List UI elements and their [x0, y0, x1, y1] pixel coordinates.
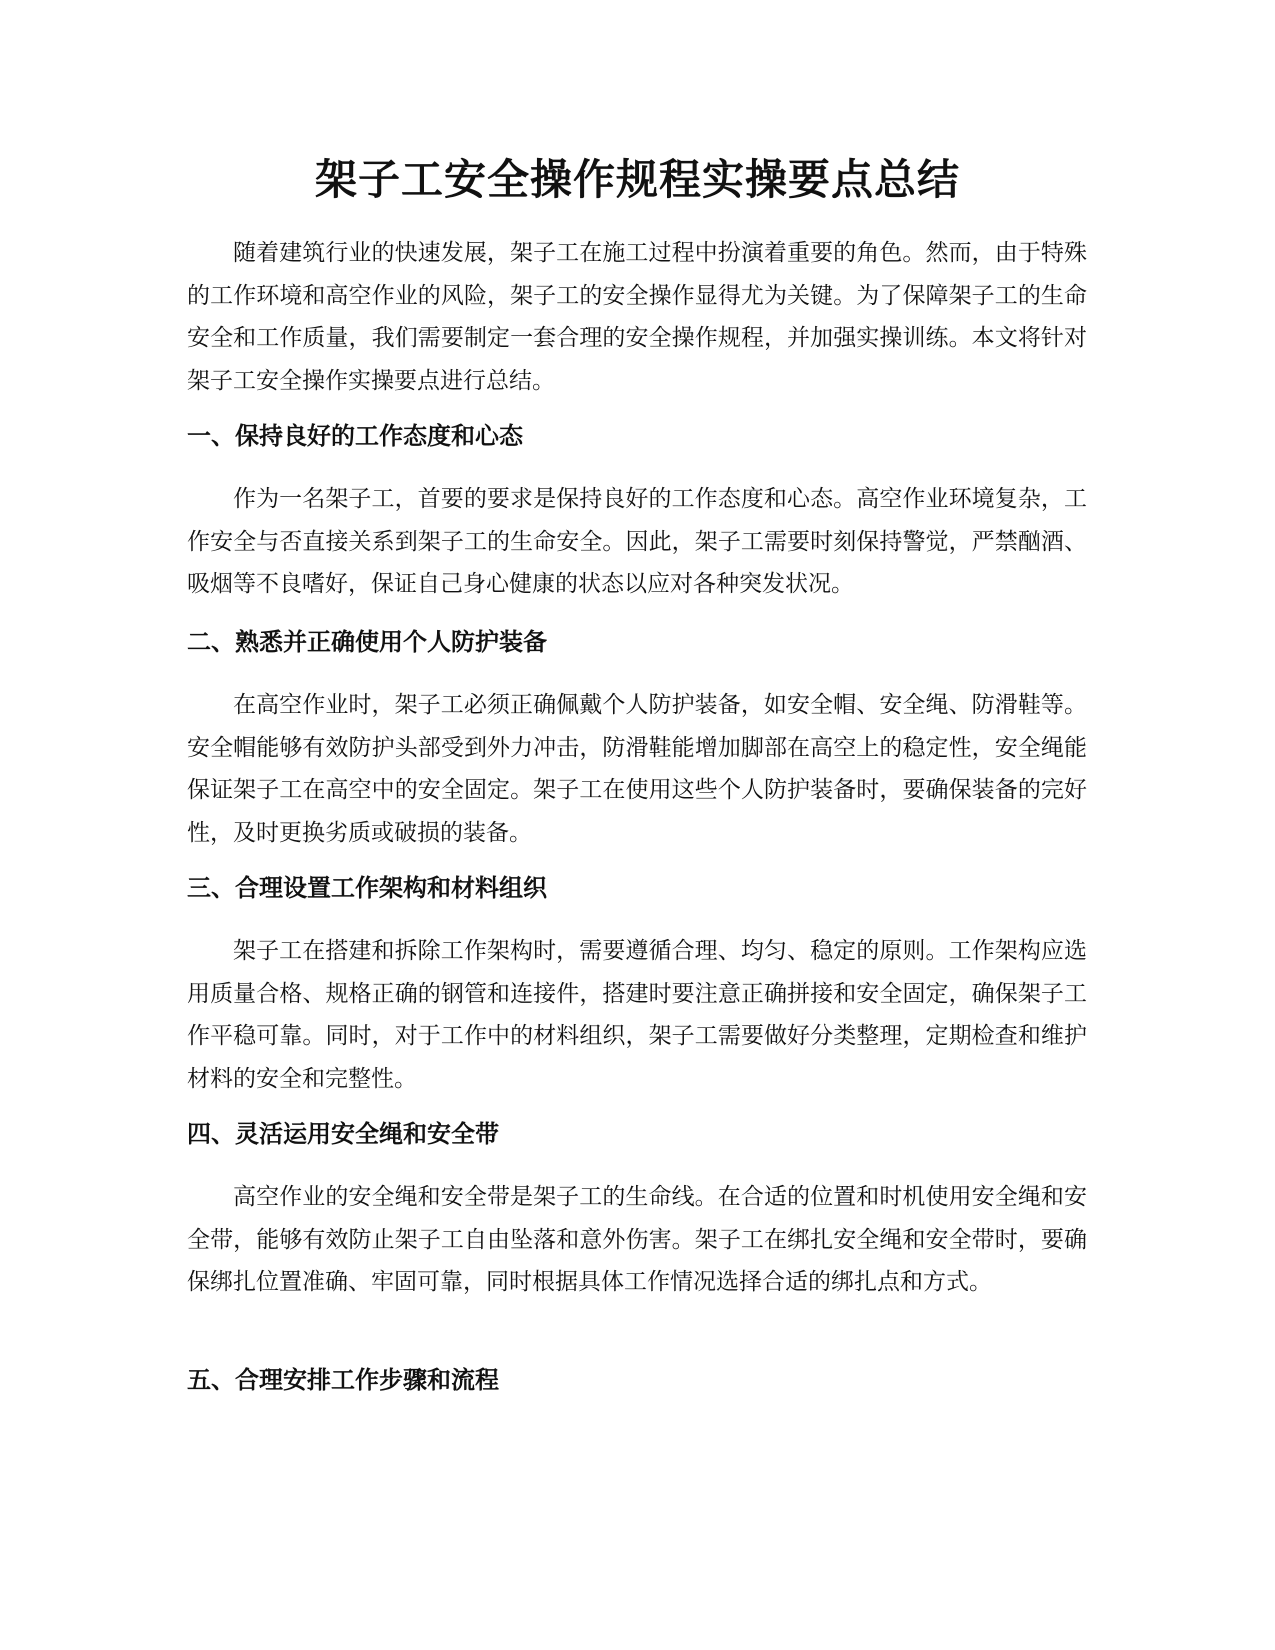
section-4-body: 高空作业的安全绳和安全带是架子工的生命线。在合适的位置和时机使用安全绳和安全带，能够有效防止架子工自由坠落和意外伤害。架子工在绑扎安全绳和安全带时，要确保绑扎位置准确、牢固可靠，同时根据具体工作情况选择合适的绑扎点和方式。 [187, 1184, 1087, 1295]
section-2-body: 在高空作业时，架子工必须正确佩戴个人防护装备，如安全帽、安全绳、防滑鞋等。安全帽能够有效防护头部受到外力冲击，防滑鞋能增加脚部在高空上的稳定性，安全绳能保证架子工在高空中的安全固定。架子工在使用这些个人防护装备时，要确保装备的完好性，及时更换劣质或破损的装备。 [187, 692, 1087, 846]
document-title: 架子工安全操作规程实操要点总结 [314, 155, 960, 204]
section-4-heading: 四、灵活运用安全绳和安全带 [187, 1120, 499, 1148]
section-1-heading: 一、保持良好的工作态度和心态 [187, 422, 523, 450]
section-1-body: 作为一名架子工，首要的要求是保持良好的工作态度和心态。高空作业环境复杂，工作安全与否直接关系到架子工的生命安全。因此，架子工需要时刻保持警觉，严禁酗酒、吸烟等不良嗜好，保证自己身心健康的状态以应对各种突发状况。 [187, 486, 1087, 597]
intro-paragraph: 随着建筑行业的快速发展，架子工在施工过程中扮演着重要的角色。然而，由于特殊的工作环境和高空作业的风险，架子工的安全操作显得尤为关键。为了保障架子工的生命安全和工作质量，我们需要制定一套合理的安全操作规程，并加强实操训练。本文将针对架子工安全操作实操要点进行总结。 [187, 240, 1087, 394]
section-3-body: 架子工在搭建和拆除工作架构时，需要遵循合理、均匀、稳定的原则。工作架构应选用质量合格、规格正确的钢管和连接件，搭建时要注意正确拼接和安全固定，确保架子工作平稳可靠。同时，对于工作中的材料组织，架子工需要做好分类整理，定期检查和维护材料的安全和完整性。 [187, 938, 1087, 1092]
section-3-heading: 三、合理设置工作架构和材料组织 [187, 874, 547, 902]
section-2-heading: 二、熟悉并正确使用个人防护装备 [187, 628, 547, 656]
section-5-heading: 五、合理安排工作步骤和流程 [187, 1366, 499, 1394]
